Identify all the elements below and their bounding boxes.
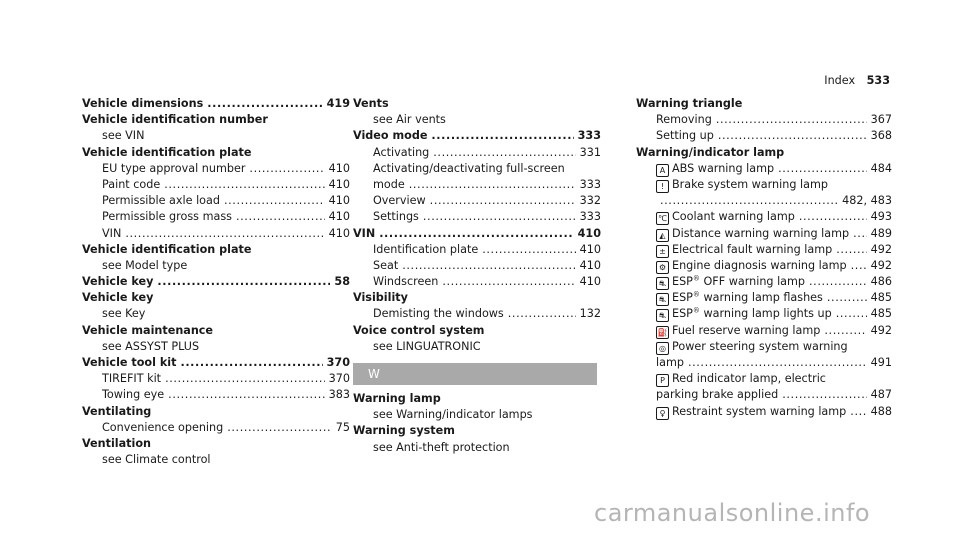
parking-brake-icon: P [656, 374, 669, 387]
entry-text: Overview [373, 194, 426, 208]
page-ref[interactable]: 487 [870, 388, 892, 402]
index-subentry [636, 209, 892, 225]
index-column-3 [636, 96, 892, 420]
page-ref[interactable]: 486 [870, 275, 892, 289]
dot-leader [836, 242, 866, 258]
dot-leader [431, 128, 573, 144]
page-ref[interactable]: 410 [328, 210, 350, 224]
index-heading [82, 274, 350, 290]
index-subentry [636, 306, 892, 322]
dot-leader [442, 274, 575, 290]
page-number: 533 [866, 74, 890, 87]
entry-text: Setting up [656, 129, 714, 143]
page-ref[interactable]: 489 [870, 226, 892, 240]
dot-leader [851, 258, 867, 274]
dot-leader [482, 242, 575, 258]
entry-text: see VIN [102, 129, 145, 143]
entry-text: Removing [656, 113, 712, 127]
dot-leader [836, 306, 867, 322]
index-subentry [82, 209, 350, 225]
dot-leader [409, 177, 576, 193]
entry-text: Demisting the windows [373, 307, 504, 321]
entry-text: Ventilating [82, 404, 152, 418]
page-ref[interactable]: 485 [870, 291, 892, 305]
index-group-v [353, 96, 601, 355]
index-column-1 [82, 96, 350, 468]
index-subentry [353, 161, 601, 177]
entry-text: see Key [102, 307, 146, 321]
entry-text: Warning triangle [636, 97, 743, 110]
page-ref[interactable]: 75 [335, 420, 350, 434]
index-heading [353, 290, 601, 306]
index-subentry [353, 274, 601, 290]
dot-leader [249, 161, 324, 177]
page-ref[interactable]: 332 [579, 194, 601, 208]
index-heading [82, 436, 350, 452]
entry-text: ⛽ Fuel reserve warning lamp [657, 323, 821, 337]
dot-leader [430, 193, 576, 209]
entry-text: see Air vents [373, 113, 446, 127]
dot-leader [423, 209, 576, 225]
index-subentry [636, 242, 892, 258]
dot-leader [716, 112, 867, 128]
entry-text: Vehicle maintenance [82, 323, 214, 337]
index-subentry [636, 274, 892, 290]
page-ref[interactable]: 410 [579, 275, 601, 289]
index-heading [353, 323, 601, 339]
entry-text: Warning lamp [353, 392, 441, 405]
entry-text: Visibility [353, 291, 408, 305]
entry-text: ⚙ Engine diagnosis warning lamp [656, 258, 847, 274]
page-ref[interactable]: 410 [328, 177, 350, 191]
page-header [824, 74, 890, 87]
entry-text: Identification plate [373, 242, 479, 256]
entry-text: ! Brake system warning lamp [656, 178, 828, 191]
index-group-w [353, 391, 601, 456]
distance-icon: ◭ [656, 229, 669, 242]
entry-text: see Anti-theft protection [373, 440, 510, 454]
index-subentry [82, 193, 350, 209]
page-ref[interactable]: 331 [579, 145, 601, 159]
entry-text: EU type approval number [102, 161, 246, 175]
entry-text: ⛐ ESP® warning lamp flashes [656, 290, 823, 306]
index-subentry [353, 242, 601, 258]
dot-leader [164, 177, 324, 193]
entry-text: Towing eye [102, 388, 165, 402]
index-heading [353, 226, 601, 242]
page-ref[interactable]: 367 [870, 113, 892, 127]
index-subentry [353, 193, 601, 209]
page-ref[interactable]: 410 [328, 226, 350, 240]
dot-leader [718, 128, 867, 144]
dot-leader [207, 96, 322, 112]
index-subentry [82, 128, 350, 144]
index-heading [353, 96, 601, 112]
entry-text: see ASSYST PLUS [102, 339, 200, 353]
abs-icon: A [656, 164, 669, 177]
entry-text: Vehicle dimensions [82, 97, 204, 110]
entry-text: Permissible gross mass [102, 210, 232, 224]
entry-text: ◎ Power steering system warning [656, 340, 848, 353]
index-subentry [353, 145, 601, 161]
entry-text: ◭ Distance warning warning lamp [656, 226, 849, 242]
page-ref[interactable]: 485 [870, 307, 892, 321]
index-subentry [636, 387, 892, 403]
index-subentry [82, 420, 350, 436]
entry-text: TIREFIT kit [102, 372, 162, 386]
entry-text: Vehicle identification number [82, 113, 268, 127]
index-subentry [636, 258, 892, 274]
page-ref[interactable]: 370 [326, 356, 350, 369]
entry-text: Vehicle tool kit [82, 356, 177, 369]
index-subentry [636, 128, 892, 144]
engine-icon: ⚙ [656, 261, 669, 274]
dot-leader [157, 274, 330, 290]
section-header-w: W [353, 363, 597, 385]
dot-leader [236, 209, 325, 225]
page-ref[interactable]: 58 [334, 275, 350, 289]
dot-leader [227, 420, 332, 436]
entry-text: Ventilation [82, 436, 151, 450]
esp-icon: ⛐ [656, 293, 669, 306]
entry-text: mode [373, 177, 405, 191]
index-column-2 [353, 96, 601, 456]
index-subentry [353, 209, 601, 225]
index-subentry [82, 371, 350, 387]
dot-leader [827, 290, 867, 306]
entry-text: Windscreen [373, 275, 439, 289]
page-ref[interactable]: 484 [870, 161, 892, 175]
index-subentry [82, 226, 350, 242]
index-subentry [636, 161, 892, 177]
entry-text: Warning system [353, 424, 455, 438]
index-subentry [353, 339, 601, 355]
entry-text: Permissible axle load [102, 194, 220, 208]
entry-text: Warning/indicator lamp [636, 145, 785, 159]
entry-text: see Warning/indicator lamps [373, 408, 533, 422]
entry-text: ℃ Coolant warning lamp [658, 210, 795, 224]
entry-text: lamp [656, 356, 684, 369]
entry-text: ⛐ ESP® warning lamp lights up [656, 306, 832, 322]
index-subentry [636, 339, 892, 355]
page-ref[interactable]: 383 [328, 388, 350, 402]
entry-text: see LINGUATRONIC [373, 339, 481, 353]
index-heading [82, 242, 350, 258]
battery-icon: ± [656, 245, 669, 258]
index-subentry [636, 290, 892, 306]
dot-leader [402, 258, 575, 274]
index-subentry [636, 404, 892, 420]
page-ref[interactable]: 419 [326, 97, 350, 110]
steering-icon: ◎ [656, 342, 669, 355]
index-subentry [82, 452, 350, 468]
entry-text: Settings [373, 210, 419, 224]
index-subentry [82, 258, 350, 274]
entry-text: ± Electrical fault warning lamp [656, 242, 832, 258]
entry-text: parking brake applied [656, 388, 779, 402]
page-ref[interactable]: 492 [870, 258, 892, 272]
index-subentry [353, 177, 601, 193]
entry-text: Vents [353, 97, 389, 110]
index-heading [353, 391, 601, 407]
header-label: Index [824, 74, 856, 87]
index-heading [636, 96, 892, 112]
page-ref[interactable]: 492 [870, 242, 892, 256]
fuel-icon: ⛽ [657, 327, 668, 337]
page-ref[interactable]: 492 [870, 323, 892, 337]
entry-text: P Red indicator lamp, electric [656, 372, 826, 385]
dot-leader [778, 161, 867, 177]
index-subentry [636, 112, 892, 128]
index-subentry [353, 112, 601, 128]
dot-leader [165, 371, 325, 387]
page-ref[interactable]: 333 [577, 129, 601, 143]
index-subentry [82, 161, 350, 177]
dot-leader [224, 193, 325, 209]
entry-text: Seat [373, 258, 399, 272]
page-ref[interactable]: 491 [870, 356, 892, 369]
page-ref[interactable]: 410 [579, 258, 601, 272]
coolant-icon: ℃ [656, 212, 669, 225]
entry-text: Vehicle identification plate [82, 242, 252, 256]
index-heading [82, 112, 350, 128]
page-ref[interactable]: 493 [870, 210, 892, 224]
index-heading [82, 290, 350, 306]
page-ref[interactable]: 368 [870, 129, 892, 143]
dot-leader [125, 226, 324, 242]
entry-text: Activating/deactivating full-screen [373, 161, 565, 175]
entry-text: Convenience opening [102, 420, 224, 434]
page-ref[interactable]: 132 [579, 307, 601, 321]
entry-text: Video mode [353, 129, 428, 143]
entry-text: A ABS warning lamp [656, 161, 774, 177]
page-ref[interactable]: 410 [328, 194, 350, 208]
entry-text: Voice control system [353, 323, 485, 337]
page-ref[interactable]: 370 [328, 372, 350, 386]
entry-text: Vehicle identification plate [82, 145, 252, 159]
index-heading [82, 96, 350, 112]
entry-text: VIN [353, 226, 376, 240]
entry-text: see Model type [102, 258, 188, 272]
index-subentry [82, 306, 350, 322]
dot-leader [508, 306, 576, 322]
entry-text: Vehicle key [82, 291, 154, 305]
page-ref[interactable]: 410 [328, 161, 350, 175]
dot-leader [824, 323, 866, 339]
dot-leader [433, 145, 575, 161]
entry-text: see Climate control [102, 453, 211, 467]
index-subentry [353, 440, 601, 456]
index-heading [353, 423, 601, 439]
restraint-icon: ♀ [656, 407, 669, 420]
index-subentry [82, 339, 350, 355]
dot-leader [853, 226, 866, 242]
dot-leader [180, 355, 322, 371]
entry-text: VIN [102, 226, 122, 240]
dot-leader [168, 387, 324, 403]
index-subentry [636, 355, 892, 371]
entry-text: Vehicle key [82, 275, 154, 289]
page-ref[interactable]: 482, 483 [842, 194, 892, 208]
index-heading [636, 145, 892, 161]
index-subentry [82, 387, 350, 403]
dot-leader [799, 209, 867, 225]
index-heading [82, 404, 350, 420]
index-heading [82, 145, 350, 161]
entry-text: Paint code [102, 177, 161, 191]
index-heading [353, 128, 601, 144]
dot-leader [782, 387, 866, 403]
index-subentry [353, 306, 601, 322]
dot-leader [809, 274, 867, 290]
entry-text: ⛐ ESP® OFF warning lamp [656, 274, 805, 290]
index-subentry [636, 193, 892, 209]
watermark: carmanualsonline.info [594, 499, 871, 527]
dot-leader [379, 226, 573, 242]
dot-leader [688, 355, 867, 371]
page-ref[interactable]: 333 [579, 210, 601, 224]
dot-leader [660, 193, 838, 209]
index-subentry [82, 177, 350, 193]
index-heading [82, 355, 350, 371]
index-subentry [636, 226, 892, 242]
entry-text: ♀ Restraint system warning lamp [656, 404, 846, 420]
page-ref[interactable]: 488 [870, 404, 892, 418]
page-ref[interactable]: 333 [579, 177, 601, 191]
page-ref[interactable]: 410 [577, 226, 601, 240]
index-subentry [636, 323, 892, 339]
index-subentry [353, 258, 601, 274]
index-subentry [636, 177, 892, 193]
index-subentry [636, 371, 892, 387]
entry-text: Activating [373, 145, 430, 159]
index-heading [82, 323, 350, 339]
brake-icon: ! [656, 180, 669, 193]
index-subentry [353, 407, 601, 423]
esp-icon: ⛐ [656, 309, 669, 322]
dot-leader [850, 404, 866, 420]
page-ref[interactable]: 410 [579, 242, 601, 256]
esp-off-icon: ⛐ [656, 277, 669, 290]
